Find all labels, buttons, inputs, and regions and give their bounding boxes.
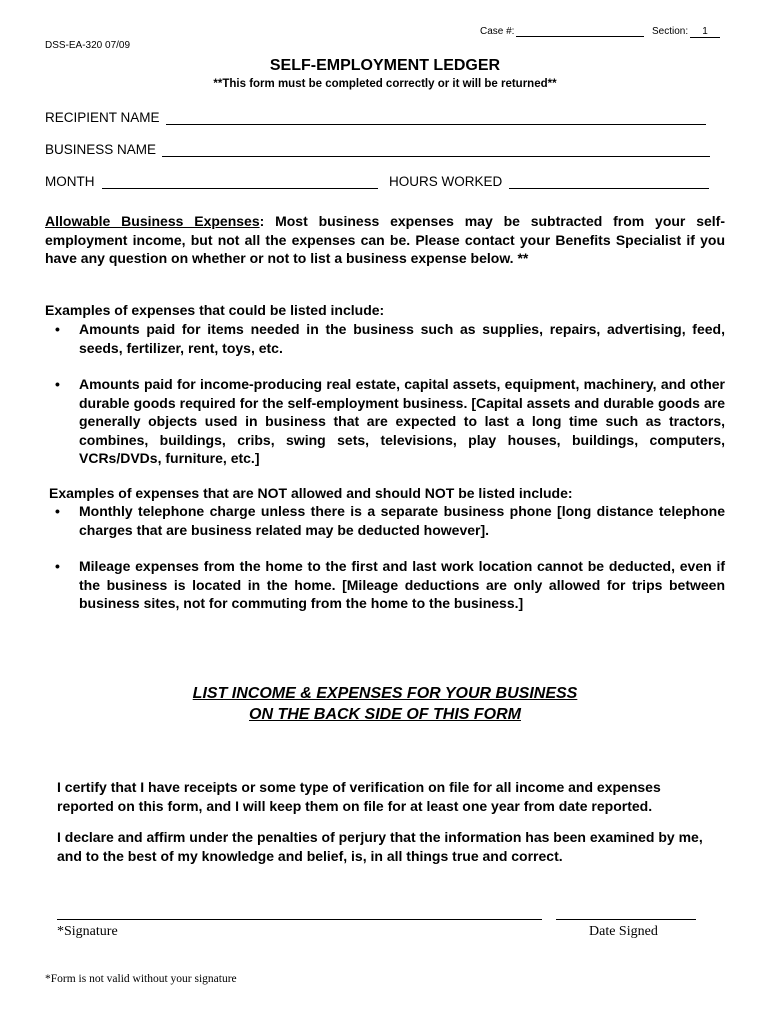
business-name-label: BUSINESS NAME [45, 142, 157, 157]
not-allowed-examples-list-2 [45, 557, 725, 613]
form-id: DSS-EA-320 07/09 [45, 40, 131, 51]
signature-footnote: *Form is not valid without your signature [45, 973, 237, 985]
allowable-expenses-paragraph [45, 212, 725, 268]
business-name-field[interactable] [162, 156, 710, 157]
page-subtitle: **This form must be completed correctly or it will be returned** [213, 78, 557, 90]
case-number-field[interactable] [516, 36, 644, 37]
bullet-icon: • [55, 376, 60, 392]
list-item-text: Amounts paid for income-producing real estate, capital assets, equipment, machinery, and other durable goods required for the self-employment business. [Capital assets and durable goods are generally objects used in business that are expected to last a long time such as tractors, combines, buildings, cribs, swing sets, televisions, play houses, buildings, computers, VCRs/DVDs, furniture, etc.] [79, 376, 725, 466]
list-item [45, 502, 725, 539]
date-signed-label: Date Signed [589, 924, 658, 939]
month-label: MONTH [45, 174, 95, 189]
page-title: SELF-EMPLOYMENT LEDGER [269, 57, 501, 74]
allowable-expenses-heading: Allowable Business Expenses [45, 213, 260, 229]
list-item [45, 375, 725, 468]
declare-statement: I declare and affirm under the penalties of perjury that the information has been examined by me, and to the best of my knowledge and belief, is, in all things true and correct. [57, 829, 703, 864]
hours-worked-field[interactable] [509, 188, 709, 189]
list-item [45, 557, 725, 613]
section-value: 1 [690, 26, 720, 38]
list-item [45, 320, 725, 357]
hours-worked-label: HOURS WORKED [389, 174, 503, 189]
date-signed-field[interactable] [556, 919, 696, 920]
bullet-icon: • [55, 558, 60, 574]
not-allowed-examples-heading: Examples of expenses that are NOT allowed and should NOT be listed include: [49, 485, 573, 501]
not-allowed-examples-list [45, 502, 725, 539]
case-number-label: Case #: [480, 26, 515, 37]
list-item-text: Amounts paid for items needed in the business such as supplies, repairs, advertising, feed, seeds, fertilizer, rent, toys, etc. [79, 321, 725, 356]
month-field[interactable] [102, 188, 378, 189]
allowed-examples-list [45, 320, 725, 357]
instruction-line-1: LIST INCOME & EXPENSES FOR YOUR BUSINESS [192, 685, 578, 702]
allowable-expenses-text: : Most business expenses may be subtracted from your self-employment income, but not all the expenses can be. Please contact your Benefits Specialist if you have any question on whether or not to list a business expense below. ** [45, 213, 725, 266]
allowed-examples-list-2 [45, 375, 725, 468]
list-item-text: Mileage expenses from the home to the first and last work location cannot be deducted, even if the business is located in the home. [Mileage deductions are only allowed for trips between business sites, not for commuting from the home to the business.] [79, 558, 725, 611]
signature-field[interactable] [57, 919, 542, 920]
instruction-line-2: ON THE BACK SIDE OF THIS FORM [249, 706, 521, 723]
list-item-text: Monthly telephone charge unless there is a separate business phone [long distance telephone charges that are business related may be deducted however]. [79, 503, 725, 538]
certify-statement: I certify that I have receipts or some type of verification on file for all income and expenses reported on this form, and I will keep them on file for at least one year from date reported. [57, 779, 661, 814]
signature-label: *Signature [57, 924, 118, 939]
bullet-icon: • [55, 503, 60, 519]
recipient-name-label: RECIPIENT NAME [45, 110, 160, 125]
section-label: Section: [652, 26, 689, 37]
bullet-icon: • [55, 321, 60, 337]
recipient-name-field[interactable] [166, 124, 706, 125]
allowed-examples-heading: Examples of expenses that could be listed include: [45, 302, 385, 318]
